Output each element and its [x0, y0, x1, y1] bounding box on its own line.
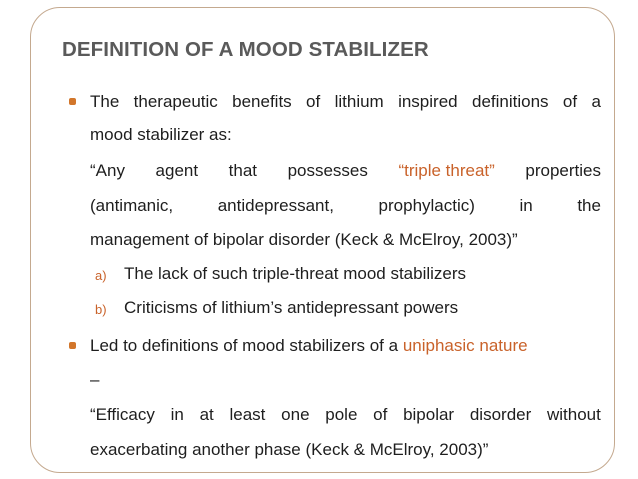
word: “Efficacy — [90, 405, 155, 424]
word: bipolar — [403, 405, 455, 424]
bullet2-line2: – — [90, 370, 100, 389]
word: possesses — [287, 161, 368, 180]
word: properties — [525, 161, 601, 180]
word: in — [519, 196, 533, 215]
word: benefits — [232, 92, 292, 111]
word: of — [306, 92, 321, 111]
sub-item-marker-b: b) — [95, 302, 107, 317]
word: antidepressant, — [217, 196, 334, 215]
word: pole — [325, 405, 358, 424]
word: therapeutic — [133, 92, 218, 111]
word: definitions — [471, 92, 549, 111]
bullet1-line1 — [90, 92, 601, 112]
quote1-line3: management of bipolar disorder (Keck & McElroy, 2003)” — [90, 230, 518, 249]
sub-item-b: Criticisms of lithium’s antidepressant powers — [124, 298, 459, 317]
word: that — [228, 161, 257, 180]
word: “Any — [90, 161, 125, 180]
bullet1-line2: mood stabilizer as: — [90, 125, 232, 144]
bullet-square-icon — [69, 342, 76, 349]
triple-threat-highlight: “triple threat” — [398, 161, 495, 180]
word: at — [199, 405, 214, 424]
word: of — [562, 92, 578, 111]
word: of — [373, 405, 388, 424]
bullet2-line1 — [90, 336, 528, 356]
quote1-line2 — [90, 196, 601, 216]
quote1-line1 — [90, 161, 601, 181]
word: the — [577, 196, 601, 215]
quote2-line2: exacerbating another phase (Keck & McElroy, 2003)” — [90, 440, 489, 459]
word: one — [281, 405, 310, 424]
sub-item-marker-a: a) — [95, 268, 107, 283]
slide-title: DEFINITION OF A MOOD STABILIZER — [62, 38, 429, 61]
word: inspired — [398, 92, 458, 111]
uniphasic-highlight: uniphasic nature — [402, 336, 528, 355]
word: The — [90, 92, 120, 111]
bullet2-text: Led to definitions of mood stabilizers of a — [90, 336, 399, 355]
word: without — [547, 405, 601, 424]
word: lithium — [334, 92, 384, 111]
word: least — [229, 405, 266, 424]
word: disorder — [469, 405, 532, 424]
word: a — [591, 92, 601, 111]
word: agent — [155, 161, 199, 180]
sub-item-a: The lack of such triple-threat mood stabilizers — [124, 264, 467, 283]
bullet-square-icon — [69, 98, 76, 105]
word: in — [170, 405, 184, 424]
word: (antimanic, — [90, 196, 174, 215]
word: prophylactic) — [378, 196, 475, 215]
quote2-line1 — [90, 405, 601, 425]
